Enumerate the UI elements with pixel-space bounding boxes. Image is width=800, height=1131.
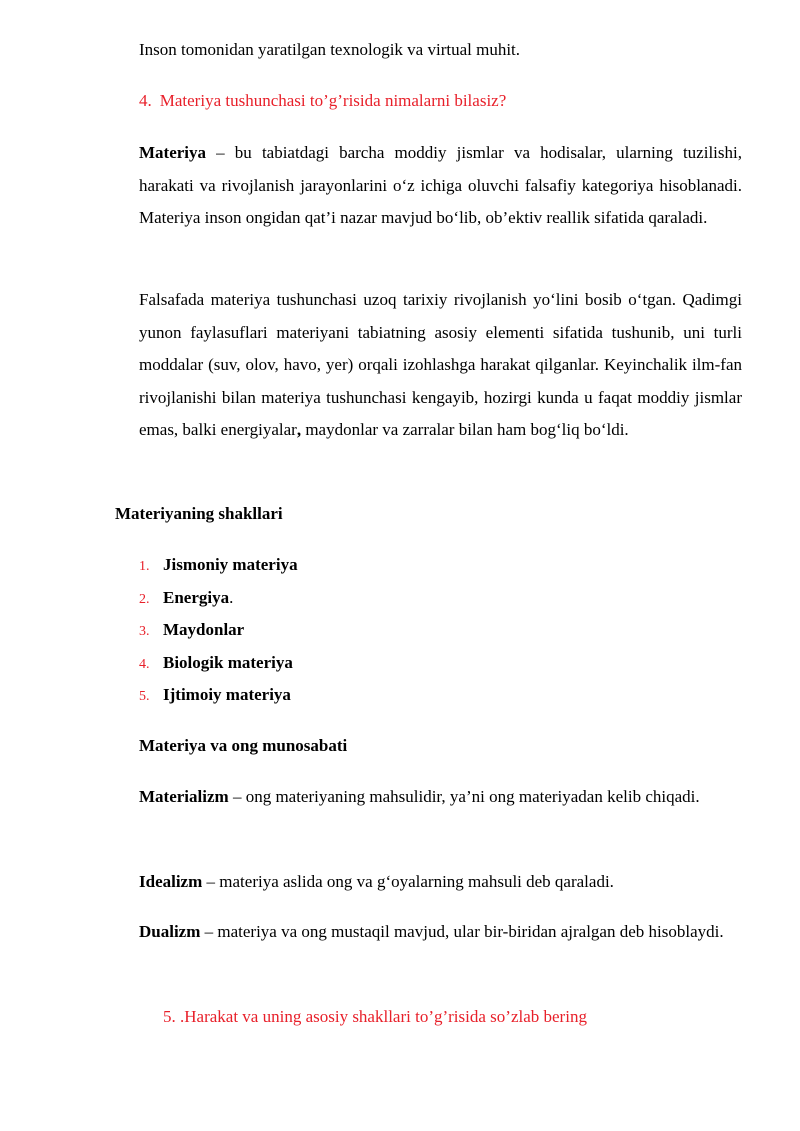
materialism-term: Materializm: [139, 787, 229, 806]
idealism-paragraph: [139, 866, 742, 899]
forms-heading: Materiyaning shakllari: [115, 504, 283, 523]
dualism-paragraph: [139, 916, 742, 949]
history-text-a: Falsafada materiya tushunchasi uzoq tarixiy rivojlanish yo‘lini bosib o‘tgan. Qadimgi yunon faylasuflari materiyani tabiatning asosiy elementi sifatida tushunib, uni turli moddalar (suv, olov, havo, yer) orqali izohlashga harakat qilganlar. Keyinchalik ilm-fan rivojlanishi bilan materiya tushunchasi kengayib, hozirgi kunda u faqat moddiy jismlar emas, balki energiyalar: [139, 290, 742, 439]
list-item-label: Jismoniy materiya: [163, 555, 298, 574]
list-item-number: 3.: [139, 624, 150, 639]
list-item-label: Maydonlar: [163, 620, 245, 639]
forms-list: [139, 552, 298, 715]
list-item: [139, 585, 298, 618]
question-4-text: Materiya tushunchasi to’g’risida nimalarni bilasiz?: [159, 91, 507, 110]
list-item-number: 1.: [139, 559, 150, 574]
dualism-text: – materiya va ong mustaqil mavjud, ular bir-biridan ajralgan deb hisoblaydi.: [200, 922, 724, 941]
list-item-suffix: .: [229, 587, 234, 607]
dualism-term: Dualizm: [139, 922, 201, 941]
idealism-term: Idealizm: [139, 872, 203, 891]
question-4-number: 4.: [139, 91, 152, 110]
materialism-paragraph: [139, 781, 742, 814]
list-item: [139, 650, 298, 683]
question-4-heading: [139, 91, 506, 111]
list-item: [139, 552, 298, 585]
materiya-definition-paragraph: [139, 137, 742, 235]
materiya-term: Materiya: [139, 143, 207, 162]
relation-heading: Materiya va ong munosabati: [139, 736, 348, 755]
list-item-number: 5.: [139, 689, 150, 704]
history-text-b: maydonlar va zarralar bilan ham bog‘liq bo‘ldi.: [301, 420, 629, 439]
list-item-number: 4.: [139, 656, 150, 672]
list-item-number: 2.: [139, 591, 150, 607]
question-5-heading: 5. .Harakat va uning asosiy shakllari to’g’risida so’zlab bering: [163, 1007, 587, 1026]
list-item: [139, 682, 298, 715]
history-paragraph: [139, 284, 742, 447]
list-item-label: Ijtimoiy materiya: [163, 685, 291, 704]
idealism-text: – materiya aslida ong va g‘oyalarning mahsuli deb qaraladi.: [202, 872, 614, 891]
intro-line: Inson tomonidan yaratilgan texnologik va virtual muhit.: [139, 40, 521, 59]
list-item-label: Energiya: [163, 587, 230, 607]
list-item-label: Biologik materiya: [163, 652, 293, 672]
list-item: [139, 617, 298, 650]
materialism-text: – ong materiyaning mahsulidir, ya’ni ong materiyadan kelib chiqadi.: [228, 787, 700, 806]
history-comma: ,: [296, 420, 302, 439]
materiya-definition-text: – bu tabiatdagi barcha moddiy jismlar va hodisalar, ularning tuzilishi, harakati va rivojlanish jarayonlarini o‘z ichiga oluvchi falsafiy kategoriya hisoblanadi. Materiya inson ongidan qat’i nazar mavjud bo‘lib, ob’ektiv reallik sifatida qaraladi.: [139, 143, 742, 227]
